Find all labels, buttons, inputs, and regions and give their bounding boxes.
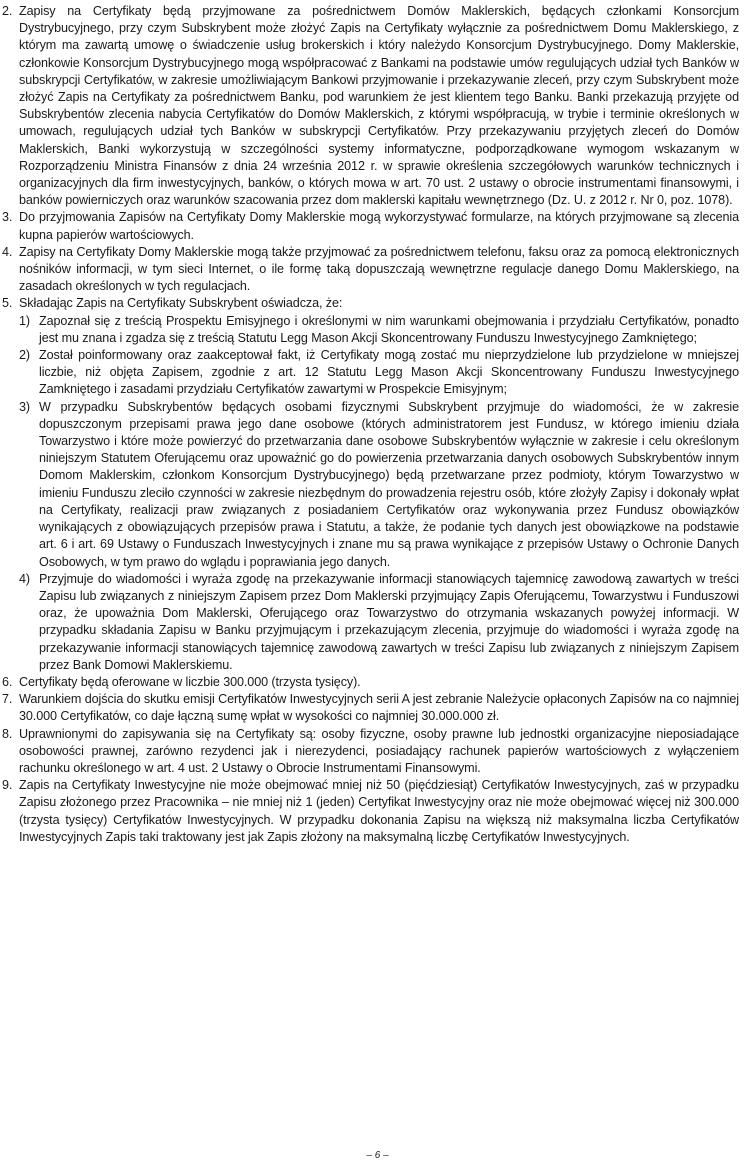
subpoint-number: 2) <box>19 348 30 363</box>
point-number: 2. <box>2 4 13 18</box>
subpoint-number: 4) <box>19 571 30 586</box>
point-number: 9. <box>2 778 13 793</box>
point-3 <box>2 209 739 243</box>
point-text: Warunkiem dojścia do skutku emisji Certyfikatów Inwestycyjnych serii A jest zebranie Należycie opłaconych Zapisów na co najmniej 30.000 Certyfikatów, co daje łączną sumę wpłat w wysokości co najmniej 30.000.000 zł. <box>19 692 739 724</box>
point-text: Zapisy na Certyfikaty Domy Maklerskie mogą także przyjmować za pośrednictwem telefonu, faksu oraz za pomocą elektronicznych nośników informacji, w tym sieci Internet, o ile formę taką dopuszczają wewnętrzne regulacje danego Domu Maklerskiego, na zasadach określonych w tych regulacjach. <box>19 244 739 294</box>
subpoint-2 <box>2 347 739 399</box>
subpoint-1 <box>2 313 739 347</box>
subpoint-text: Przyjmuje do wiadomości i wyraża zgodę na przekazywanie informacji stanowiących tajemnicę zawodową zawartych w treści Zapisu lub związanych z niniejszym Zapisem przez Dom Maklerski przyjmujący Zapis Oferującemu, Towarzystwu i Funduszowi oraz, że upoważnia Dom Maklerski, Oferującego oraz Towarzystwo do otrzymania wskazanych powyżej informacji. W przypadku składania Zapisu w Banku przyjmującym i przekazującym zlecenia, przyjmuje do wiadomości i wyraża zgodę na przekazywanie informacji stanowiących tajemnicę zawodową zawartych w treści Zapisu lub związanych z niniejszym Zapisem przez Bank Domowi Maklerskiemu. <box>39 571 739 672</box>
point-text: Uprawnionymi do zapisywania się na Certyfikaty są: osoby fizyczne, osoby prawne lub jednostki organizacyjne nieposiadające osobowości prawnej, zarówno rezydenci jak i nierezydenci, posiadający rachunek papierów wartościowych z wyłączeniem rachunku określonego w art. 4 ust. 2 Ustawy o Obrocie Instrumentami Finansowymi. <box>19 726 739 775</box>
point-5 <box>2 295 739 312</box>
point-6 <box>2 674 739 691</box>
point-7 <box>2 691 739 725</box>
point-text: Zapisy na Certyfikaty będą przyjmowane za pośrednictwem Domów Maklerskich, będących członkami Konsorcjum Dystrybucyjnego, przy czym Subskrybent może złożyć Zapis na Certyfikaty wyłącznie za pośrednictwem Domu Maklerskiego, z którym ma zawartą umowę o świadczenie usług brokerskich i który należydo Konsorcjum Dystrybucyjnego. Domy Maklerskie, członkowie Konsorcjum Dystrybucyjnego mogą współpracować z Bankami na podstawie umów regulujących udział tych Banków w subskrypcji Certyfikatów, w zakresie umożliwiającym Bankowi przyjmowanie i przekazywanie zleceń, przy czym Subskrybent może złożyć Zapis na Certyfikaty za pośrednictwem Banku, pod warunkiem że jest klientem tego Banku. Banki przekazują przyjęte od Subskrybentów zlecenia nabycia Certyfikatów do Domów Maklerskich, z którymi współpracują, w trybie i terminie określonych w umowach, regulujących udział tych Banków w subskrypcji Certyfikatów. Przy przekazywaniu przyjętych zleceń do Domów Maklerskich, Banki wykorzystują w szczególności systemy informatyczne, podporządkowane wymogom wskazanym w Rozporządzeniu Ministra Finansów z dnia 24 września 2012 r. w sprawie określenia szczegółowych warunków technicznych i organizacyjnych dla firm inwestycyjnych, banków, o których mowa w art. 70 ust. 2 ustawy o obrocie instrumentami finansowymi, i banków powierniczych oraz warunków szacowania przez dom maklerski kapitału wewnętrznego (Dz. U. z 2012 r. Nr 0, poz. 1078). <box>19 4 739 208</box>
point-text: Certyfikaty będą oferowane w liczbie 300.000 (trzysta tysięcy). <box>19 674 361 689</box>
point-text: Do przyjmowania Zapisów na Certyfikaty Domy Maklerskie mogą wykorzystywać formularze, na których przyjmowane są zlecenia kupna papierów wartościowych. <box>19 210 739 242</box>
point-number: 3. <box>2 210 13 225</box>
point-9 <box>2 777 739 846</box>
subpoint-number: 1) <box>19 313 30 328</box>
point-number: 6. <box>2 674 13 689</box>
document-page <box>2 3 739 846</box>
subpoint-text: W przypadku Subskrybentów będących osobami fizycznymi Subskrybent przyjmuje do wiadomości, że w zakresie dopuszczonym przepisami prawa jego dane osobowe (których administratorem jest Fundusz, w którego imieniu działa Towarzystwo i które może powierzyć do przetwarzania dane osobowe Subskrybentów wyłącznie w zakresie i celu określonym niniejszym Statutem Oferującemu oraz upoważnić go do powierzenia przetwarzania danych osobowych Subskrybentów innym Domom Maklerskim, członkom Konsorcjum Dystrybucyjnego) będą przetwarzane przez podmioty, którym Towarzystwo w imieniu Funduszu zleciło czynności w zakresie niezbędnym do prowadzenia rejestru osób, które złożyły Zapisy i dokonały wpłat na Certyfikaty, realizacji praw związanych z posiadaniem Certyfikatów oraz wykonywania przez Fundusz obowiązków wynikających z obowiązujących przepisów prawa i Statutu, a także, że podanie tych danych jest obowiązkowe na podstawie art. 6 i art. 69 Ustawy o Funduszach Inwestycyjnych i znane mu są prawa wynikające z przepisów Ustawy o Ochronie Danych Osobowych, w tym prawo do wglądu i poprawiania jego danych. <box>39 399 739 569</box>
subpoint-3 <box>2 399 739 571</box>
point-number: 4. <box>2 244 13 259</box>
point-4 <box>2 244 739 296</box>
point-8 <box>2 726 739 778</box>
subpoint-text: Zapoznał się z treścią Prospektu Emisyjnego i określonymi w nim warunkami obejmowania i przydziału Certyfikatów, ponadto jest mu znana i zgadza się z treścią Statutu Legg Mason Akcji Skoncentrowany Funduszu Inwestycyjnego Zamkniętego; <box>39 313 739 345</box>
point-2 <box>2 3 739 209</box>
point-text: Składając Zapis na Certyfikaty Subskrybent oświadcza, że: <box>19 296 343 311</box>
point-number: 8. <box>2 726 13 741</box>
page-number: – 6 – <box>366 1150 389 1161</box>
point-number: 5. <box>2 296 13 311</box>
subpoint-text: Został poinformowany oraz zaakceptował fakt, iż Certyfikaty mogą zostać mu nieprzydzielone lub przydzielone w mniejszej liczbie, niż objęta Zapisem, zgodnie z art. 12 Statutu Legg Mason Akcji Skoncentrowany Funduszu Inwestycyjnego Zamkniętego i zasadami przydziału Certyfikatów zawartymi w Prospekcie Emisyjnym; <box>39 348 739 397</box>
point-text: Zapis na Certyfikaty Inwestycyjne nie może obejmować mniej niż 50 (pięćdziesiąt) Certyfikatów Inwestycyjnych, zaś w przypadku Zapisu złożonego przez Pracownika – nie mniej niż 1 (jeden) Certyfikat Inwestycyjny oraz nie może obejmować więcej niż 300.000 (trzysta tysięcy) Certyfikatów Inwestycyjnych. W przypadku dokonania Zapisu na większą niż maksymalna liczba Certyfikatów Inwestycyjnych Zapis taki traktowany jest jak Zapis złożony na maksymalną liczbę Certyfikatów Inwestycyjnych. <box>19 778 739 844</box>
subpoint-number: 3) <box>19 399 30 414</box>
subpoint-4 <box>2 571 739 674</box>
point-number: 7. <box>2 692 13 707</box>
